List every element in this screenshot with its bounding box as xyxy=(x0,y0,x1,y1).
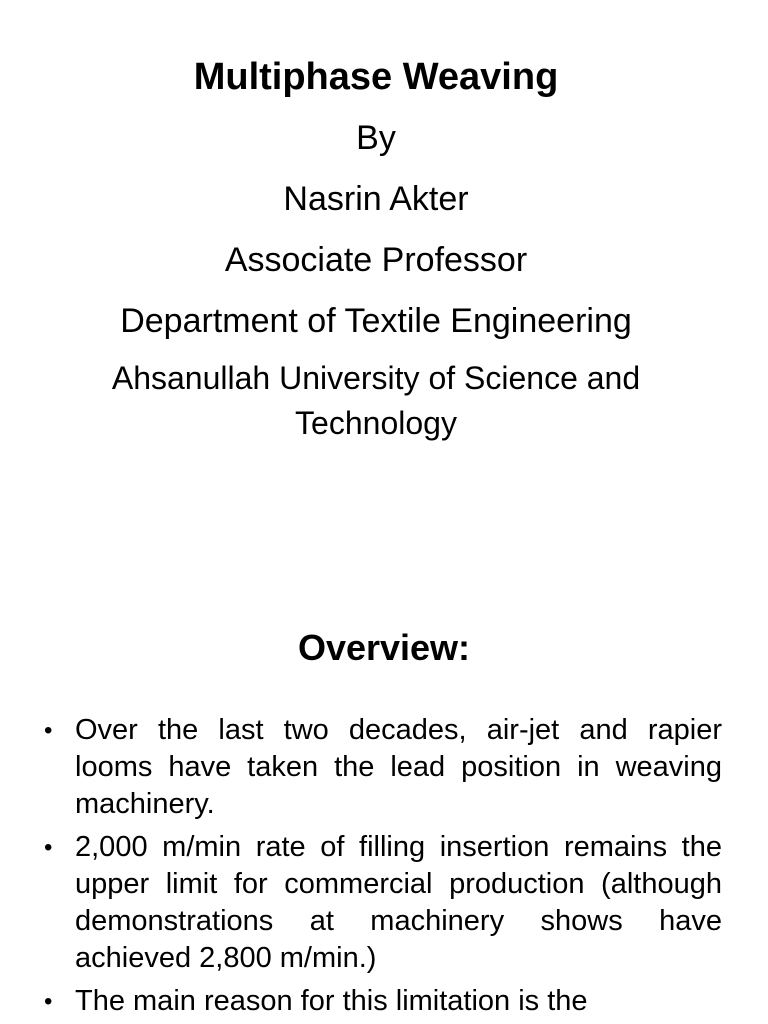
list-item xyxy=(40,983,722,1020)
by-label: By xyxy=(356,119,396,157)
university-name-line-1: Ahsanullah University of Science and xyxy=(111,360,641,396)
university-name-line-2: Technology xyxy=(295,405,457,441)
bullet-icon: • xyxy=(44,988,53,1015)
bullet-icon: • xyxy=(44,717,53,744)
overview-bullet-list xyxy=(40,712,722,1024)
department-name: Department of Textile Engineering xyxy=(120,302,632,340)
bullet-text: The main reason for this limitation is the xyxy=(75,985,588,1017)
title-slide xyxy=(0,50,752,446)
document-title: Multiphase Weaving xyxy=(193,56,559,98)
list-item xyxy=(40,829,722,977)
list-item xyxy=(40,712,722,823)
bullet-text: 2,000 m/min rate of filling insertion remains the upper limit for commercial production (although demonstrations at machinery shows have achieved 2,800 m/min.) xyxy=(75,831,722,974)
bullet-icon: • xyxy=(44,834,53,861)
bullet-text: Over the last two decades, air-jet and rapier looms have taken the lead position in weaving machinery. xyxy=(75,714,722,820)
overview-heading: Overview: xyxy=(297,627,471,668)
author-name: Nasrin Akter xyxy=(283,180,469,218)
university-name xyxy=(0,356,752,446)
author-position: Associate Professor xyxy=(224,241,528,279)
